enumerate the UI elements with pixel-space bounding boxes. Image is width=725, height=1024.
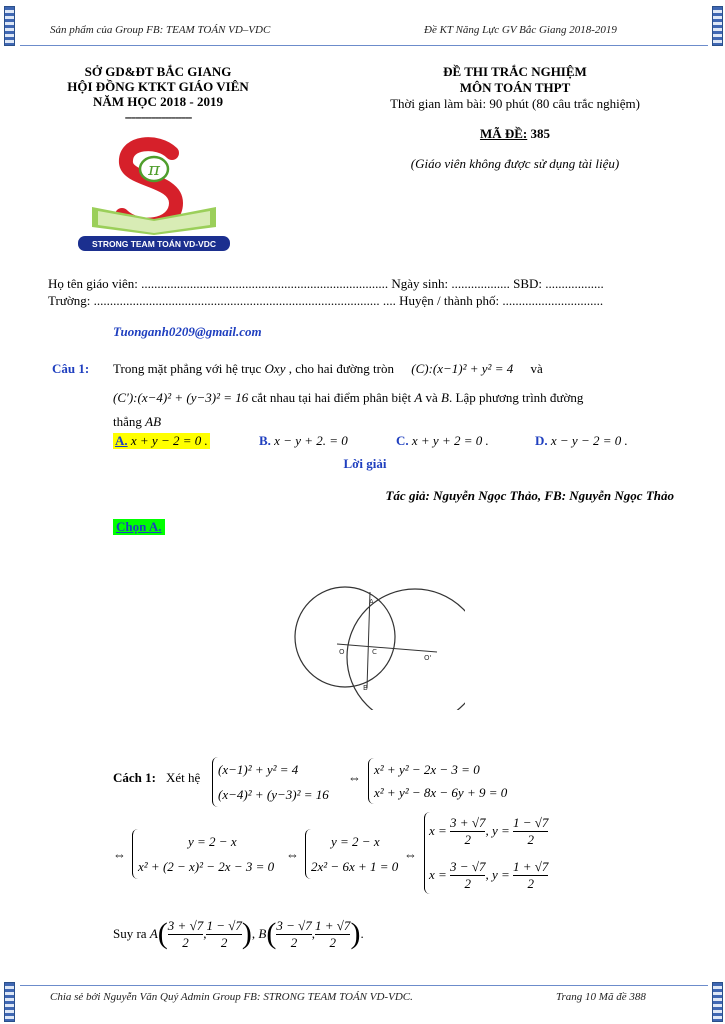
footer-rule [20, 985, 708, 986]
circle-c-prime: (C′):(x−4)² + (y−3)² = 16 [113, 390, 249, 405]
form-line-2: Trường: ........................................................................................ .... Huyện / thành phố: ............................... [48, 293, 604, 308]
figure-circles [285, 580, 465, 710]
exam-title-2: MÔN TOÁN THPT [459, 80, 571, 95]
system-2-eq-2: x² + y² − 8x − 6y + 9 = 0 [374, 785, 508, 800]
sol2-y-den: 2 [527, 875, 534, 891]
exam-time: Thời gian làm bài: 90 phút (80 câu trắc nghiệm) [390, 96, 640, 111]
question-text-b: , cho hai đường tròn [288, 361, 394, 376]
option-a-label: A. [115, 433, 128, 448]
point-a-result: A [149, 926, 158, 941]
solution-row-1: x = $\frac{3 + √7}{2}$ , y = $\frac{1 - √7}{2}$ [429, 814, 549, 847]
point-b: B [441, 390, 449, 405]
footer-left: Chia sẻ bởi Nguyễn Văn Quý Admin Group FB: STRONG TEAM TOÁN VD-VDC. [50, 991, 413, 1003]
result-b-comma: , [311, 926, 316, 941]
exam-title-1: ĐỀ THI TRẮC NGHIỆM [443, 64, 587, 79]
option-c-text: x + y + 2 = 0 . [411, 433, 489, 448]
question-line-2 [113, 390, 673, 406]
system-5 [424, 812, 569, 894]
conclusion: Suy ra A ( $\frac{3 + √7}{2}$ , $\frac{1 - √7}{2}$ ) , B ( $\frac{3 - √7}{2}$ , $\frac{1 + √7}{2}$ ) . [113, 917, 364, 950]
system-1 [212, 757, 329, 807]
solution-author: Tác giả: Nguyễn Ngọc Thảo, FB: Nguyễn Ngọc Thảo [385, 488, 674, 503]
logo-pi: π [148, 159, 160, 180]
result-b-x-den: 2 [290, 934, 298, 950]
result-a-x-num: 3 + √7 [167, 917, 204, 933]
equiv-3: ⇔ [286, 847, 299, 862]
method-label: Cách 1: [113, 770, 156, 785]
system-3 [132, 829, 274, 879]
result-a-x-den: 2 [182, 934, 189, 950]
system-3-eq-1: y = 2 − x [188, 834, 237, 849]
result-b-y-num: 1 + √7 [315, 917, 351, 933]
school-block [40, 64, 276, 124]
method-xet: Xét hệ [166, 770, 201, 785]
fig-label-o: O [339, 648, 345, 656]
result-b-x-num: 3 − √7 [276, 917, 312, 933]
email: Tuonganh0209@gmail.com [113, 324, 262, 339]
system-1-eq-2: (x−4)² + (y−3)² = 16 [218, 787, 329, 802]
logo [72, 135, 236, 255]
equiv-4: ⇔ [404, 847, 417, 862]
equiv-1: ⇔ [348, 770, 361, 785]
right-border-top [712, 6, 723, 46]
question-text-a: Trong mặt phẳng với hệ trục [113, 361, 262, 376]
logo-graphic [72, 135, 236, 255]
logo-caption: STRONG TEAM TOÁN VD-VDC [91, 239, 217, 249]
fig-label-c: C [372, 648, 377, 656]
option-d-label: D. [535, 433, 548, 448]
fig-label-o-prime: O' [424, 654, 432, 662]
exam-code [360, 126, 670, 142]
question-label: Câu 1: [52, 361, 90, 376]
question-line-3 [113, 414, 161, 430]
sol1-y-num: 1 − √7 [513, 814, 549, 830]
result-a-y-num: 1 − √7 [206, 917, 242, 933]
question-axis: Oxy [264, 361, 286, 376]
circle-c: (C):(x−1)² + y² = 4 [411, 361, 514, 376]
result-b-y-den: 2 [329, 934, 336, 950]
system-2 [368, 758, 507, 804]
school-line-3: NĂM HỌC 2018 - 2019 [93, 94, 223, 109]
header-left: Sản phẩm của Group FB: TEAM TOÁN VD–VDC [50, 24, 271, 36]
header-right: Đề KT Năng Lực GV Bắc Giang 2018-2019 [424, 24, 617, 36]
result-a-comma: , [203, 926, 207, 941]
solution-title: Lời giải [343, 456, 387, 471]
sol1-x-num: 3 + √7 [450, 814, 486, 830]
result-period: . [360, 926, 364, 941]
system-1-eq-1: (x−1)² + y² = 4 [218, 762, 299, 777]
school-line-2: HỘI ĐỒNG KTKT GIÁO VIÊN [67, 79, 249, 94]
exam-note: (Giáo viên không được sử dụng tài liệu) [410, 156, 620, 171]
point-b-result: B [258, 926, 267, 941]
right-border-bottom [712, 982, 723, 1022]
question-text-e: thẳng [113, 414, 142, 429]
option-d-text: x − y − 2 = 0 . [550, 433, 628, 448]
option-c-label: C. [396, 433, 409, 448]
equiv-2: ⇔ [113, 847, 126, 862]
option-a-text: x + y − 2 = 0 . [130, 433, 208, 448]
option-b-text: x − y + 2. = 0 [274, 433, 348, 448]
system-4 [305, 829, 398, 879]
result-a-y-den: 2 [220, 934, 228, 950]
exam-block [360, 64, 670, 172]
suy-ra-text: Suy ra [113, 926, 147, 941]
exam-code-value: 385 [530, 126, 551, 141]
result-sep-comma: , [251, 926, 256, 941]
sol2-x-num: 3 − √7 [450, 858, 486, 874]
fig-label-a: A [369, 598, 374, 606]
point-a: A [414, 390, 423, 405]
question-text-c: cắt nhau tại hai điểm phân biệt [251, 390, 412, 405]
header-rule [20, 45, 708, 46]
sol2-x-den: 2 [464, 875, 471, 891]
school-divider: -------------------- [124, 109, 192, 124]
footer-right: Trang 10 Mã đề 388 [556, 991, 646, 1003]
sol2-y-num: 1 + √7 [513, 858, 549, 874]
option-b-label: B. [259, 433, 271, 448]
question-line-1 [113, 361, 673, 377]
sol1-x-den: 2 [464, 831, 471, 847]
form-line-1: Họ tên giáo viên: ............................................................................ Ngày sinh: .................. SBD: .................. [48, 276, 604, 291]
system-4-eq-1: y = 2 − x [331, 834, 380, 849]
fig-label-b: B [363, 684, 368, 692]
left-border-bottom [4, 982, 15, 1022]
question-text-d: . Lập phương trình đường [449, 390, 584, 405]
question-va: và [425, 390, 438, 405]
system-4-eq-2: 2x² − 6x + 1 = 0 [311, 859, 399, 874]
system-2-eq-1: x² + y² − 2x − 3 = 0 [374, 762, 480, 777]
line-ab: AB [145, 414, 162, 429]
option-c [396, 433, 489, 449]
option-d [535, 433, 628, 449]
left-border-top [4, 6, 15, 46]
option-b [259, 433, 348, 449]
option-a [113, 433, 210, 449]
exam-code-label: MÃ ĐỀ: [479, 126, 528, 141]
solution-row-2: x = $\frac{3 - √7}{2}$ , y = $\frac{1 + √7}{2}$ [429, 858, 549, 891]
school-line-1: SỞ GD&ĐT BẮC GIANG [84, 64, 232, 79]
question-and: và [530, 361, 543, 376]
system-3-eq-2: x² + (2 − x)² − 2x − 3 = 0 [138, 859, 275, 874]
choice-answer: Chọn A. [113, 519, 165, 535]
sol1-y-den: 2 [527, 831, 534, 847]
